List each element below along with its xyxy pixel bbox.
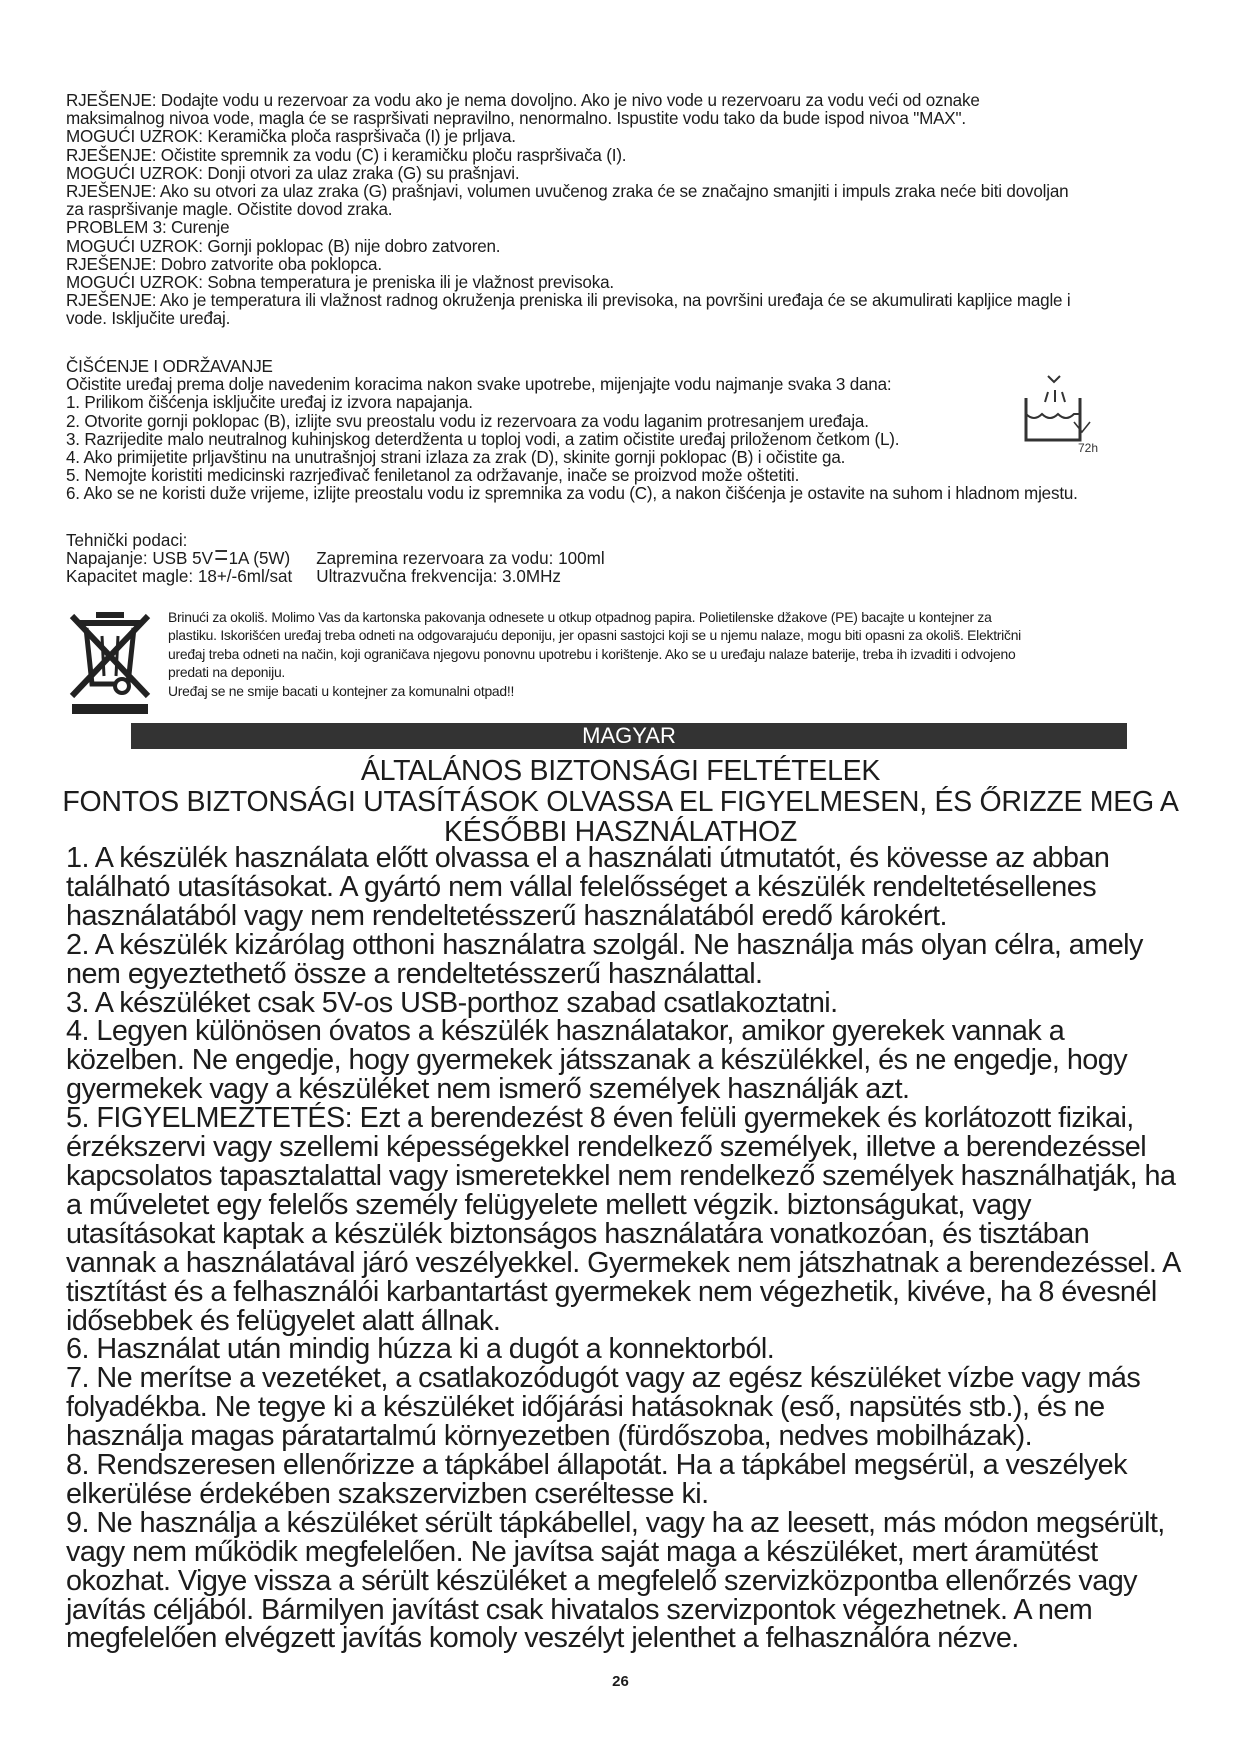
hu-subtitle-line2: KÉSŐBBI HASZNÁLATHOZ	[444, 816, 797, 848]
cleaning-title: ČIŠĆENJE I ODRŽAVANJE	[66, 356, 273, 376]
text-line: MOGUĆI UZROK: Donji otvori za ulaz zraka (G) su prašnjavi.	[66, 162, 520, 183]
env-line: Brinući za okoliš. Molimo Vas da kartonska pakovanja odnesete u otkup otpadnog papira. Polietilenske džakove (PE) bacajte u kontejner za	[168, 609, 992, 625]
hu-line: gyermekek vagy a készüléket nem ismerő személyek használják azt.	[66, 1073, 910, 1106]
text-line: RJEŠENJE: Ako je temperatura ili vlažnost radnog okruženja preniska ili previsoka, na površini uređaja će se akumulirati kapljice magle i	[66, 290, 1071, 311]
text-line: RJEŠENJE: Ako su otvori za ulaz zraka (G) prašnjavi, volumen uvučenog zraka će se značajno smanjiti i impuls zraka neće biti dovoljan	[66, 181, 1069, 202]
text-line: RJEŠENJE: Dodajte vodu u rezervoar za vodu ako je nema dovoljno. Ako je nivo vode u rezervoaru za vodu veći od oznake	[66, 90, 980, 110]
text-line: PROBLEM 3: Curenje	[66, 217, 230, 238]
hu-line: vagy nem működik megfelelően. Ne javítsa saját maga a készüléket, mert áramütést	[66, 1535, 1098, 1568]
hu-title: ÁLTALÁNOS BIZTONSÁGI FELTÉTELEK	[360, 755, 881, 787]
text-line: MOGUĆI UZROK: Gornji poklopac (B) nije dobro zatvoren.	[66, 235, 501, 256]
hu-line: használja magas páratartalmú környezetben (fürdőszoba, nedves mobilházak).	[66, 1420, 1033, 1453]
hu-line: érzékszervi vagy szellemi képességekkel rendelkező személyek, illetve a berendezéssel	[66, 1131, 1147, 1164]
power-watt: (5W)	[253, 548, 291, 569]
hu-line: 8. Rendszeresen ellenőrizze a tápkábel állapotát. Ha a tápkábel megsérül, a veszélyek	[66, 1449, 1127, 1482]
hu-line: 9. Ne használja a készüléket sérült tápkábellel, vagy ha az leesett, más módon megsérült,	[66, 1506, 1165, 1539]
power-current: 1A	[228, 548, 249, 569]
water-change-72h-icon	[1018, 370, 1098, 454]
hu-subtitle-line1: FONTOS BIZTONSÁGI UTASÍTÁSOK OLVASSA EL FIGYELMESEN, ÉS ŐRIZZE MEG A	[62, 786, 1179, 818]
dc-symbol-icon	[215, 550, 227, 560]
hu-line: idősebbek és felügyelet alatt állnak.	[66, 1304, 501, 1337]
tech-mist: Kapacitet magle: 18+/-6ml/sat	[66, 566, 293, 587]
weee-crossed-bin-icon	[66, 608, 154, 716]
text-line: maksimalnog nivoa vode, magla će se raspršivati nepravilno, nenormalno. Ispustite vodu tako da bude ispod nivoa "MAX".	[66, 108, 966, 129]
hu-line: utasításokat kaptak a készülék biztonságos használatára vonatkozóan, és tisztában	[66, 1217, 1090, 1250]
hu-line: 2. A készülék kizárólag otthoni használatra szolgál. Ne használja más olyan célra, amely	[66, 928, 1143, 961]
hu-line: 5. FIGYELMEZTETÉS: Ezt a berendezést 8 éven felüli gyermekek és korlátozott fizikai,	[66, 1102, 1134, 1135]
cleaning-section	[66, 357, 1152, 503]
hu-line: 4. Legyen különösen óvatos a készülék használatakor, amikor gyerekek vannak a	[66, 1015, 1065, 1048]
hu-line: használatából vagy nem rendeltetésszerű használatából eredő károkért.	[66, 899, 947, 932]
power-label: Napajanje: USB 5V	[66, 548, 214, 569]
hu-line: található utasításokat. A gyártó nem vállal felelősséget a készülék rendeltetésellenes	[66, 870, 1097, 903]
icon-label-72h: 72h	[1078, 441, 1098, 454]
text-line: vode. Isključite uređaj.	[66, 308, 231, 329]
tech-title: Tehnički podaci:	[66, 530, 188, 550]
cleaning-step: 6. Ako se ne koristi duže vrijeme, izlijte preostalu vodu iz spremnika za vodu (C), a nakon čišćenja je ostavite na suhom i hladnom mjestu.	[66, 483, 1078, 504]
env-line: uređaj treba odneti na način, koji ograničava njegovu ponovnu upotrebu i korištenje. Ako se u uređaju nalaze baterije, treba ih izvaditi i odvojeno	[168, 645, 1016, 662]
hu-line: 3. A készüléket csak 5V-os USB-porthoz szabad csatlakoztatni.	[66, 986, 838, 1019]
language-bar: MAGYAR	[131, 723, 1127, 749]
hu-line: tisztítást és a felhasználói karbantartást gyermekek nem végezhetik, kivéve, ha 8 évesnél	[66, 1275, 1157, 1308]
tech-frequency: Ultrazvučna frekvencija: 3.0MHz	[316, 566, 561, 587]
tech-tank: Zapremina rezervoara za vodu: 100ml	[316, 548, 605, 569]
cleaning-step: 1. Prilikom čišćenja isključite uređaj iz izvora napajanja.	[66, 392, 473, 413]
env-line: Uređaj se ne smije bacati u kontejner za komunalni otpad!!	[168, 682, 515, 699]
env-line: plastiku. Iskorišćen uređaj treba odneti na odgovarajuću deponiju, jer opasni sastojci koji se u njemu nalaze, mogu biti opasni za okoliš. Električni	[168, 627, 1022, 644]
hu-line: 6. Használat után mindig húzza ki a dugót a konnektorból.	[66, 1333, 775, 1366]
hu-line: közelben. Ne engedje, hogy gyermekek játsszanak a készülékkel, és ne engedje, hogy	[66, 1044, 1128, 1077]
hu-line: okozhat. Vigye vissza a sérült készüléket a megfelelő szervizközpontba ellenőrzés vagy	[66, 1564, 1138, 1597]
cleaning-step: 5. Nemojte koristiti medicinski razrjeđivač feniletanol za održavanje, inače se proizvod može oštetiti.	[66, 465, 800, 486]
environment-notice	[168, 608, 1168, 700]
hu-line: 1. A készülék használata előtt olvassa el a használati útmutatót, és kövesse az abban	[66, 842, 1110, 874]
page-number: 26	[612, 1673, 629, 1690]
hu-line: nem egyeztethető össze a rendeltetésszerű használattal.	[66, 957, 763, 990]
hu-line: megfelelően elvégzett javítás komoly veszélyt jelenthet a felhasználóra nézve.	[66, 1622, 1019, 1655]
tech-power	[66, 549, 316, 567]
cleaning-step: 2. Otvorite gornji poklopac (B), izlijte svu preostalu vodu iz rezervoara za vodu laganim protresanjem uređaja.	[66, 410, 869, 431]
cleaning-step: 4. Ako primijetite prljavštinu na unutrašnjoj strani izlaza za zrak (D), skinite gornji poklopac (B) i očistite ga.	[66, 447, 846, 468]
cleaning-step: 3. Razrijedite malo neutralnog kuhinjskog deterdženta u toploj vodi, a zatim očistite uređaj priloženom četkom (L).	[66, 428, 900, 449]
hu-line: elkerülése érdekében szakszervizben cseréltesse ki.	[66, 1477, 709, 1510]
text-line: MOGUĆI UZROK: Sobna temperatura je preniska ili je vlažnost previsoka.	[66, 272, 614, 293]
hu-line: a műveletet egy felelős személy felügyelete mellett végzik. biztonságukat, vagy	[66, 1188, 1031, 1221]
text-line: MOGUĆI UZROK: Keramička ploča raspršivača (I) je prljava.	[66, 126, 516, 147]
hu-line: 7. Ne merítse a vezetéket, a csatlakozódugót vagy az egész készüléket vízbe vagy más	[66, 1362, 1141, 1395]
env-line: predati na deponiju.	[168, 664, 286, 681]
text-line: RJEŠENJE: Očistite spremnik za vodu (C) i keramičku ploču raspršivača (I).	[66, 144, 627, 165]
hu-line: folyadékba. Ne tegye ki a készüléket időjárási hatásoknak (eső, napsütés stb.), és ne	[66, 1391, 1105, 1424]
hu-safety-instructions	[66, 844, 1186, 1653]
text-line: za raspršivanje magle. Očistite dovod zraka.	[66, 199, 393, 220]
cleaning-intro: Očistite uređaj prema dolje navedenim koracima nakon svake upotrebe, mijenjajte vodu najmanje svaka 3 dana:	[66, 374, 892, 395]
text-line: RJEŠENJE: Dobro zatvorite oba poklopca.	[66, 253, 382, 274]
hu-line: kapcsolatos tapasztalattal vagy ismeretekkel nem rendelkező személyek használhatják, ha	[66, 1159, 1176, 1192]
technical-data	[66, 531, 605, 586]
hu-line: javítás céljából. Bármilyen javítást csak hivatalos szervizpontok végezhetnek. A nem	[66, 1593, 1093, 1626]
hu-line: vannak a használatával járó veszélyekkel. Gyermekek nem játszhatnak a berendezéssel. A	[66, 1246, 1181, 1279]
troubleshooting-section	[66, 91, 1152, 328]
